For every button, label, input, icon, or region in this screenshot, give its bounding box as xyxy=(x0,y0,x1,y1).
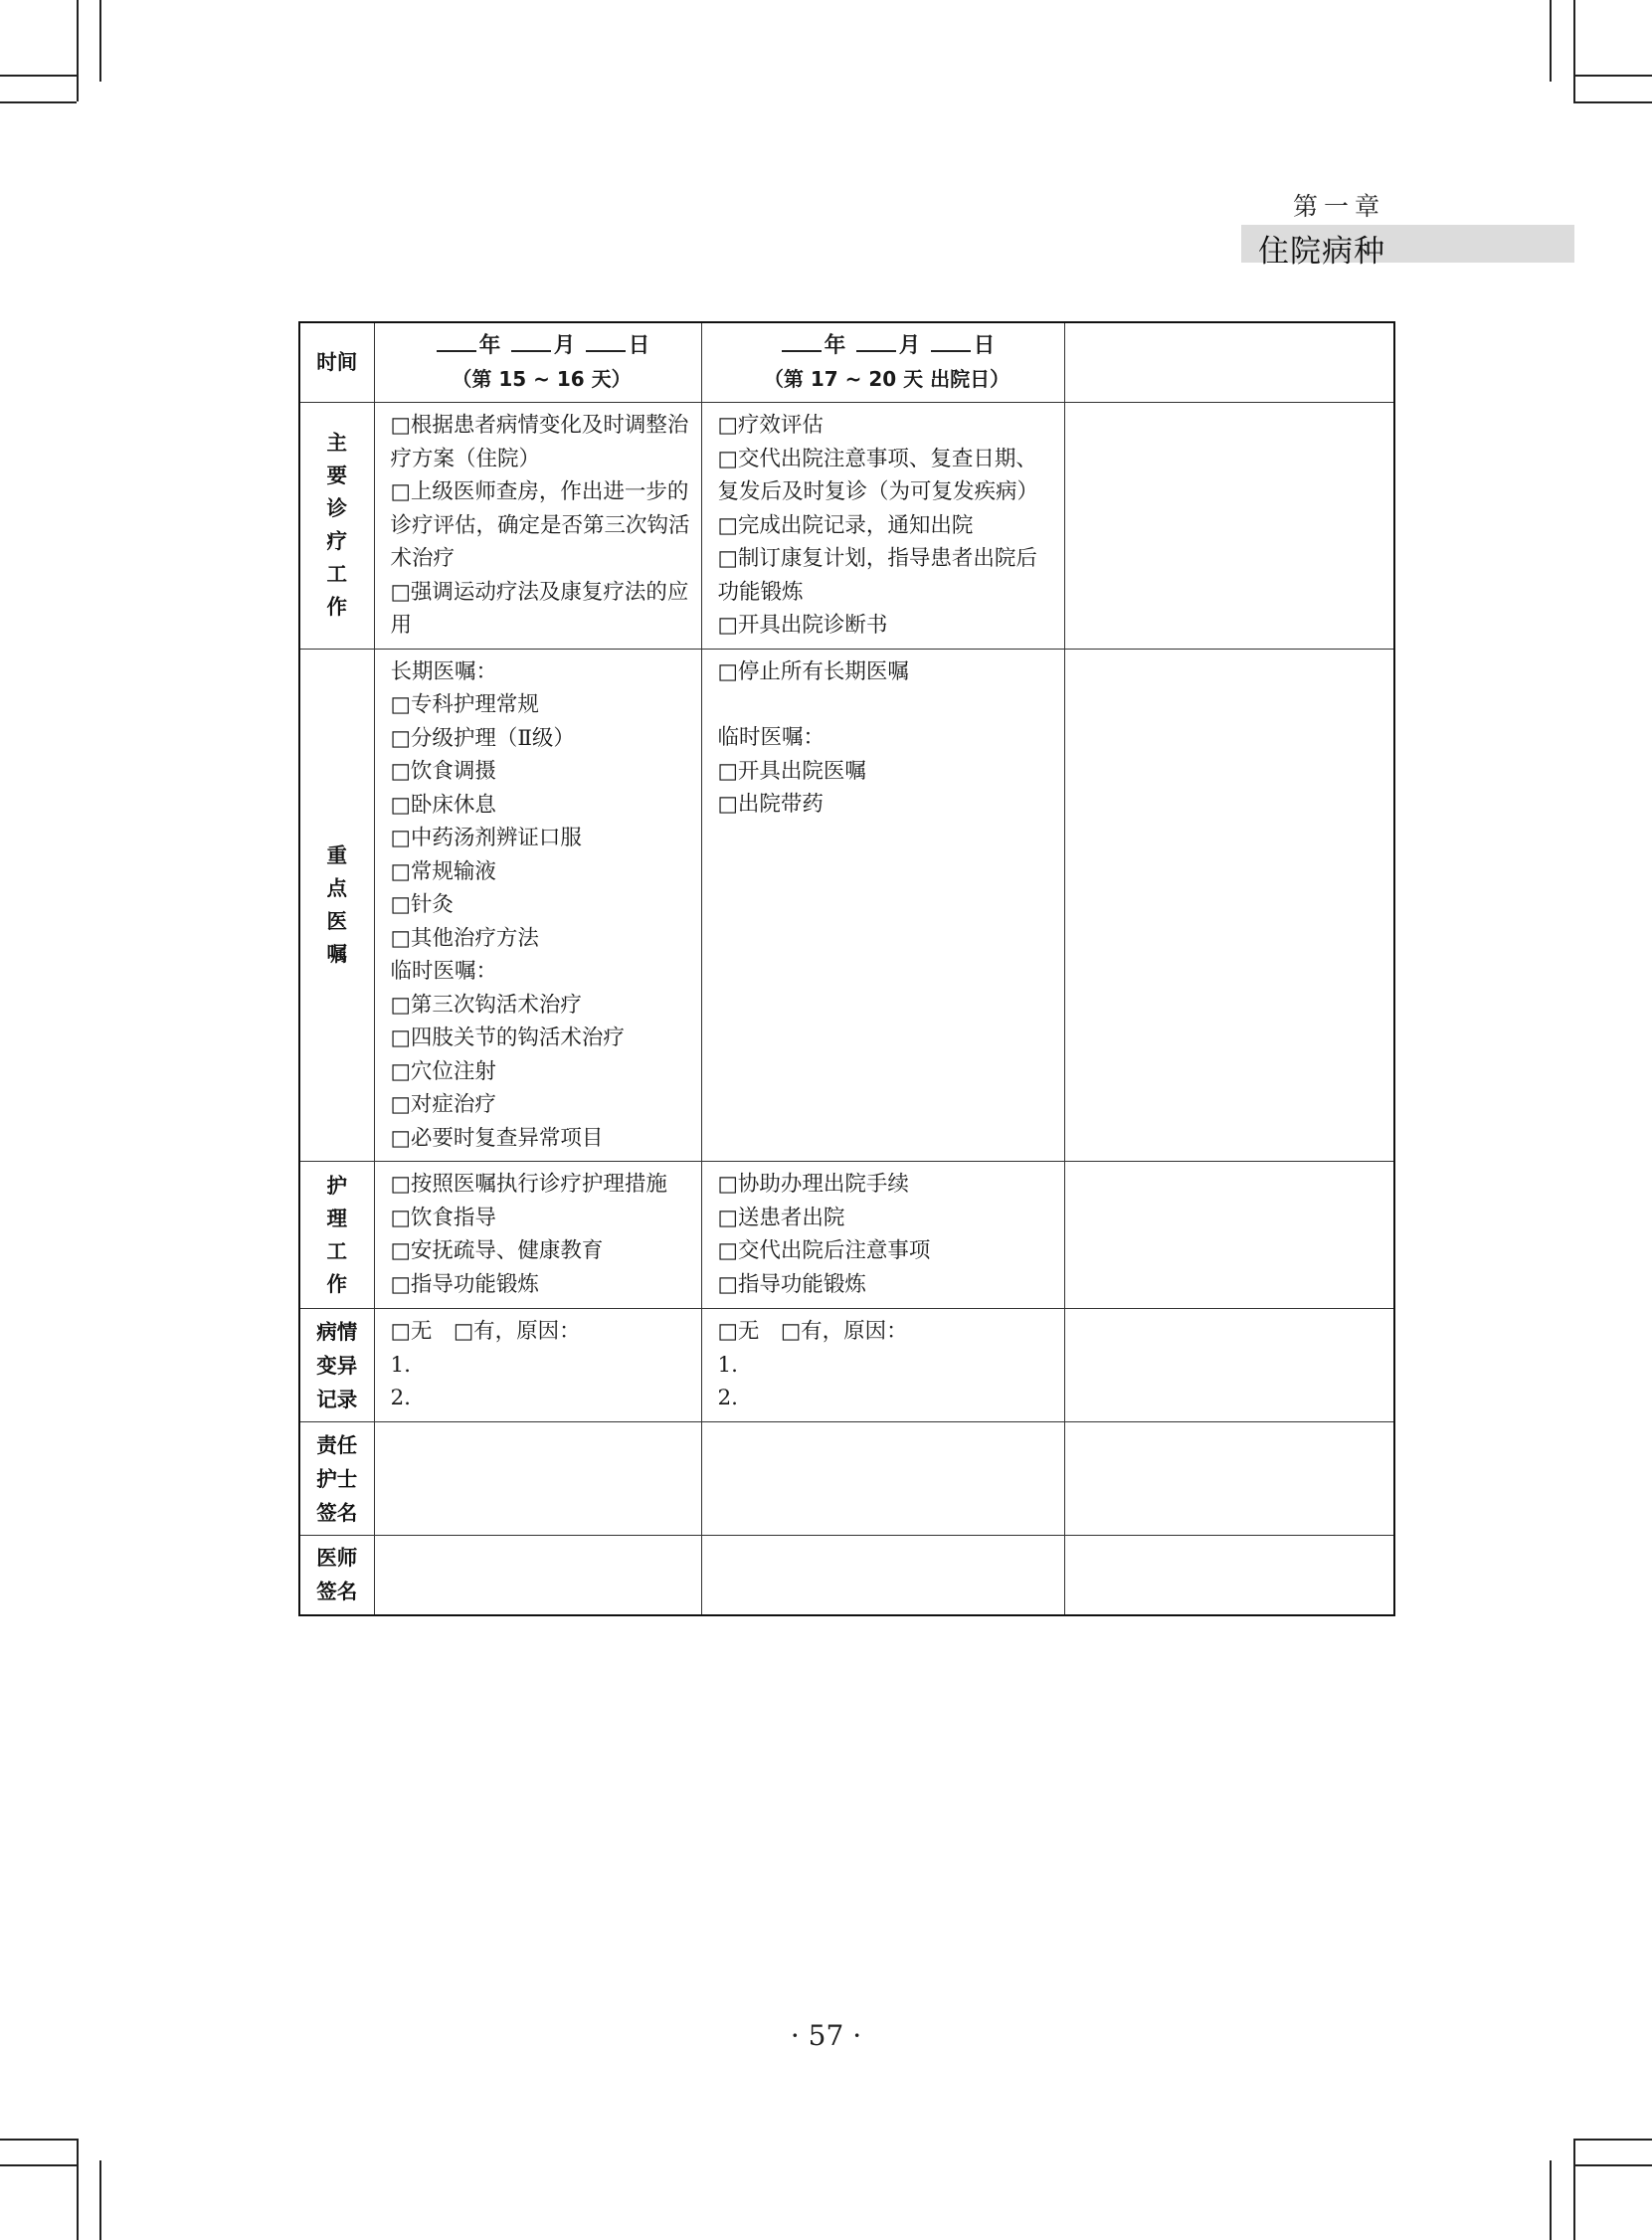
reason-line[interactable]: 2. xyxy=(717,1386,739,1410)
crop-mark xyxy=(0,75,77,77)
list-item[interactable]: □完成出院记录，通知出院 xyxy=(717,512,974,538)
main-work-row xyxy=(299,403,1394,650)
list-item[interactable]: □分级护理（Ⅱ级） xyxy=(390,725,575,751)
list-item[interactable]: □交代出院后注意事项 xyxy=(717,1238,931,1263)
reason-line[interactable]: 2. xyxy=(390,1386,412,1410)
variance-col2 xyxy=(701,1309,1064,1422)
list-item[interactable]: □上级医师查房，作出进一步的诊疗评估，确定是否第三次钩活术治疗 xyxy=(390,479,690,571)
day-range: （第 17 ~ 20 天 出院日） xyxy=(763,366,1010,391)
column-header-day15-16 xyxy=(374,322,701,403)
list-item[interactable]: □送患者出院 xyxy=(717,1205,845,1230)
list-item[interactable]: □安抚疏导、健康教育 xyxy=(390,1238,604,1263)
month-blank[interactable] xyxy=(511,330,551,352)
list-item[interactable]: □四肢关节的钩活术治疗 xyxy=(390,1026,625,1050)
table-header-row xyxy=(299,322,1394,403)
crop-mark xyxy=(99,0,101,82)
spacer xyxy=(718,688,1056,721)
list-heading: 临时医嘱： xyxy=(390,959,498,984)
main-work-label: 主要诊疗工作 xyxy=(326,431,347,620)
day-range: （第 15 ~ 16 天） xyxy=(452,366,632,391)
crop-mark xyxy=(1573,101,1652,103)
list-heading: 长期医嘱： xyxy=(390,658,498,684)
list-item[interactable]: □对症治疗 xyxy=(390,1092,496,1117)
list-item[interactable]: □交代出院注意事项、复查日期、复发后及时复诊（为可复发疾病） xyxy=(717,446,1039,504)
list-item[interactable]: □指导功能锻炼 xyxy=(390,1271,539,1297)
empty-cell xyxy=(1064,1422,1394,1536)
variance-options[interactable]: □无 □有，原因： xyxy=(390,1319,581,1344)
signature-field[interactable] xyxy=(701,1422,1064,1536)
year-blank[interactable] xyxy=(782,330,822,352)
list-item[interactable]: □针灸 xyxy=(390,892,454,917)
time-label: 时间 xyxy=(299,322,374,403)
list-item[interactable]: □出院带药 xyxy=(717,792,824,817)
reason-line[interactable]: 1. xyxy=(717,1352,739,1378)
crop-mark xyxy=(0,2139,77,2141)
nursing-col1 xyxy=(374,1162,701,1309)
orders-row xyxy=(299,649,1394,1162)
signature-field[interactable] xyxy=(374,1422,701,1536)
nursing-col2 xyxy=(701,1162,1064,1309)
crop-mark xyxy=(77,0,79,101)
signature-field[interactable] xyxy=(374,1536,701,1615)
orders-col2 xyxy=(701,649,1064,1162)
variance-options[interactable]: □无 □有，原因： xyxy=(717,1319,908,1344)
page-number: · 57 · xyxy=(790,2019,862,2052)
nursing-row xyxy=(299,1162,1394,1309)
list-item[interactable]: □开具出院诊断书 xyxy=(717,613,888,638)
empty-cell xyxy=(1064,1309,1394,1422)
list-item[interactable]: □中药汤剂辨证口服 xyxy=(390,826,582,850)
empty-cell xyxy=(1064,1162,1394,1309)
list-item[interactable]: □饮食指导 xyxy=(390,1205,496,1230)
day-blank[interactable] xyxy=(931,330,971,352)
list-item[interactable]: □协助办理出院手续 xyxy=(717,1172,909,1197)
day-blank[interactable] xyxy=(586,330,626,352)
empty-cell xyxy=(1064,403,1394,650)
list-item[interactable]: □开具出院医嘱 xyxy=(717,758,866,784)
list-item[interactable]: □必要时复查异常项目 xyxy=(390,1125,604,1151)
list-item[interactable]: □疗效评估 xyxy=(717,413,824,438)
orders-label: 重点医嘱 xyxy=(326,842,347,966)
crop-mark xyxy=(1573,2164,1652,2166)
year-blank[interactable] xyxy=(437,330,476,352)
list-item[interactable]: □常规输液 xyxy=(390,858,496,884)
crop-mark xyxy=(1573,75,1652,77)
crop-mark xyxy=(1573,2139,1575,2240)
variance-row xyxy=(299,1309,1394,1422)
signature-field[interactable] xyxy=(701,1536,1064,1615)
crop-mark xyxy=(1550,0,1552,82)
clinical-pathway-table xyxy=(298,321,1395,1616)
month-blank[interactable] xyxy=(856,330,896,352)
empty-cell xyxy=(1064,649,1394,1162)
chapter-number: 第一章 xyxy=(1292,192,1385,221)
list-item[interactable]: □强调运动疗法及康复疗法的应用 xyxy=(390,579,689,638)
empty-cell xyxy=(1064,1536,1394,1615)
empty-cell xyxy=(1064,322,1394,403)
list-item[interactable]: □穴位注射 xyxy=(390,1058,496,1084)
list-item[interactable]: □饮食调摄 xyxy=(390,759,496,784)
crop-mark xyxy=(77,2139,79,2240)
nurse-sign-row xyxy=(299,1422,1394,1536)
crop-mark xyxy=(99,2160,101,2240)
orders-col1 xyxy=(374,649,701,1162)
variance-label: 病情变异记录 xyxy=(316,1319,358,1411)
crop-mark xyxy=(0,2164,77,2166)
main-work-col2 xyxy=(701,403,1064,650)
list-heading: 临时医嘱： xyxy=(717,725,826,750)
list-item[interactable]: □停止所有长期医嘱 xyxy=(717,658,909,684)
nurse-sign-label: 责任护士签名 xyxy=(316,1432,358,1525)
list-item[interactable]: □按照医嘱执行诊疗护理措施 xyxy=(390,1172,667,1197)
list-item[interactable]: □指导功能锻炼 xyxy=(717,1271,866,1297)
crop-mark xyxy=(0,101,77,103)
crop-mark xyxy=(1573,2139,1652,2141)
variance-col1 xyxy=(374,1309,701,1422)
main-work-col1 xyxy=(374,403,701,650)
doctor-sign-row xyxy=(299,1536,1394,1615)
nursing-label: 护理工作 xyxy=(326,1173,347,1296)
list-item[interactable]: □专科护理常规 xyxy=(390,692,539,717)
date-line: 年 月 日 xyxy=(391,329,693,363)
reason-line[interactable]: 1. xyxy=(390,1352,412,1378)
list-item[interactable]: □根据患者病情变化及时调整治疗方案（住院） xyxy=(390,413,689,471)
section-title: 住院病种 xyxy=(1258,234,1385,270)
doctor-sign-label: 医师签名 xyxy=(316,1546,358,1604)
crop-mark xyxy=(1550,2160,1552,2240)
list-item[interactable]: □制订康复计划，指导患者出院后功能锻炼 xyxy=(717,546,1037,605)
crop-mark xyxy=(1573,0,1575,101)
column-header-day17-20 xyxy=(701,322,1064,403)
list-item[interactable]: □其他治疗方法 xyxy=(390,925,539,951)
date-line: 年 月 日 xyxy=(718,329,1056,363)
list-item[interactable]: □卧床休息 xyxy=(390,792,496,818)
list-item[interactable]: □第三次钩活术治疗 xyxy=(390,992,582,1018)
